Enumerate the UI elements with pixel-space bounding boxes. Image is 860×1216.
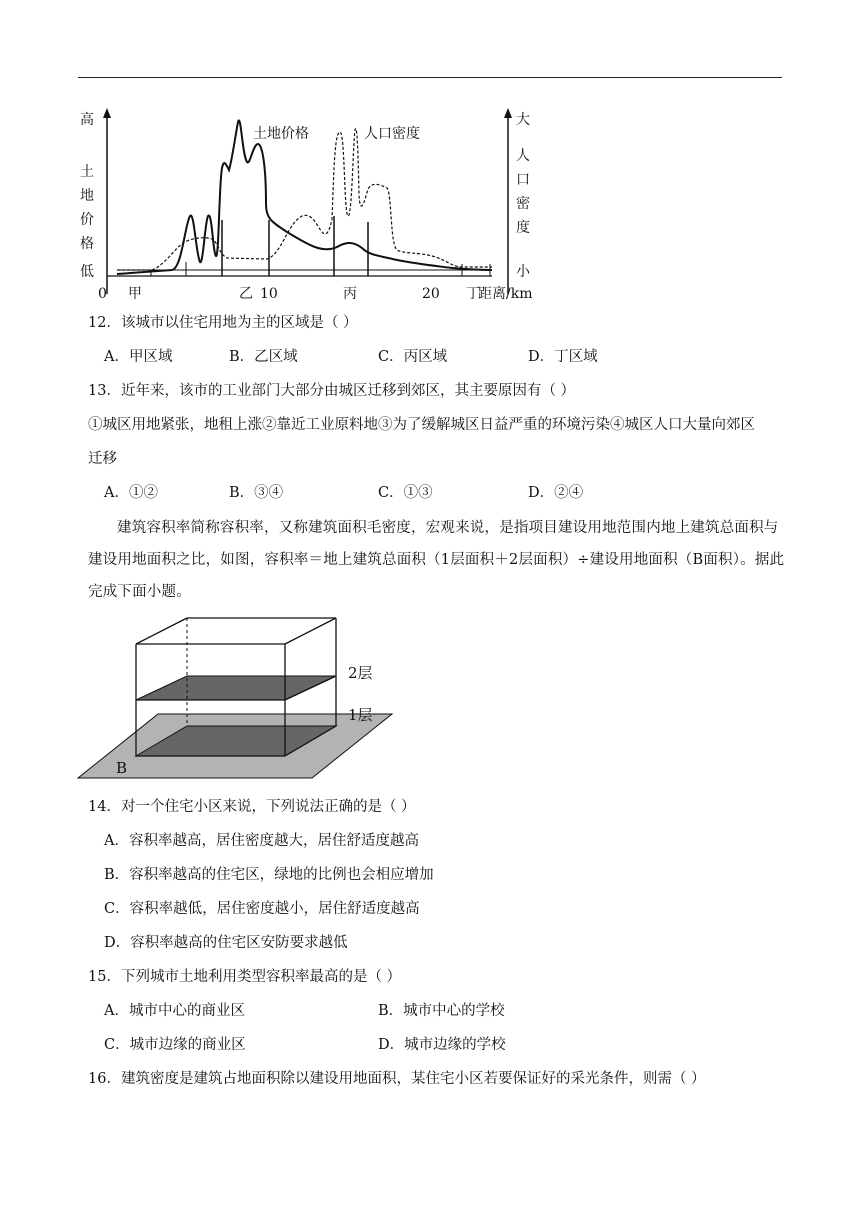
right-axis-title-3: 密	[516, 196, 530, 212]
q12-option-c: C．丙区域	[378, 349, 448, 365]
q13-option-c: C．①③	[378, 485, 433, 501]
right-axis-title-1: 人	[516, 148, 530, 164]
left-axis-title-2: 地	[80, 188, 94, 204]
q15-option-b: B．城市中心的学校	[378, 1003, 505, 1019]
q13-statements-line1: ①城区用地紧张，地租上涨②靠近工业原料地③为了缓解城区日益严重的环境污染④城区人口大量向郊区	[88, 417, 755, 433]
x-tick-10: 10	[260, 286, 278, 302]
right-axis-title-4: 度	[516, 220, 530, 236]
land-price-line	[117, 120, 492, 274]
q14-stem: 14．对一个住宅小区来说，下列说法正确的是（ ）	[88, 799, 416, 815]
q14-option-a: A．容积率越高，居住密度越大，居住舒适度越高	[104, 833, 419, 849]
right-axis-bottom-label: 小	[516, 264, 530, 280]
left-axis-title-1: 土	[80, 164, 94, 180]
q13-statements-line2: 迁移	[88, 451, 117, 467]
label-floor-1: 1层	[348, 706, 373, 724]
left-axis-bottom-label: 低	[80, 264, 94, 280]
left-axis-title-4: 格	[80, 236, 94, 252]
right-axis-top-label: 大	[516, 112, 530, 128]
population-density-line	[117, 129, 492, 270]
q16-stem: 16．建筑密度是建筑占地面积除以建设用地面积，某住宅小区若要保证好的采光条件，则需（ ）	[88, 1071, 706, 1087]
q15-option-d: D．城市边缘的学校	[378, 1037, 506, 1053]
floor-area-ratio-intro: 建筑容积率简称容积率，又称建筑面积毛密度，宏观来说，是指项目建设用地范围内地上建筑总面积与建设用地面积之比，如图，容积率＝地上建筑总面积（1层面积＋2层面积）÷建设用地面积（B面积）。据此完成下面小题。	[88, 520, 785, 600]
q15-option-c: C．城市边缘的商业区	[104, 1037, 246, 1053]
q14-option-b: B．容积率越高的住宅区，绿地的比例也会相应增加	[104, 867, 434, 883]
q13-option-a: A．①②	[104, 485, 158, 501]
series-label-population-density: 人口密度	[364, 126, 420, 142]
floor-2-area	[136, 676, 336, 700]
q14-option-c: C．容积率越低，居住密度越小，居住舒适度越高	[104, 901, 420, 917]
right-axis-arrow	[504, 108, 512, 118]
q13-option-b: B．③④	[229, 485, 284, 501]
x-tick-0: 0	[98, 286, 107, 302]
q12-option-d: D．丁区域	[528, 349, 598, 365]
q12-option-a: A．甲区域	[104, 349, 173, 365]
q12-option-b: B．乙区域	[229, 349, 298, 365]
zone-jia: 甲	[128, 286, 142, 302]
right-axis-title-2: 口	[516, 172, 530, 188]
q13-stem: 13．近年来，该市的工业部门大部分由城区迁移到郊区，其主要原因有（ ）	[88, 383, 576, 399]
label-floor-2: 2层	[348, 664, 373, 682]
q15-option-a: A．城市中心的商业区	[104, 1003, 245, 1019]
zone-ding: 丁	[466, 286, 480, 302]
x-axis-label: 距离/km	[478, 286, 533, 302]
left-axis-top-label: 高	[80, 112, 94, 128]
x-tick-20: 20	[422, 286, 440, 302]
q13-option-d: D．②④	[528, 485, 584, 501]
left-axis-arrow	[103, 108, 111, 118]
land-price-chart	[72, 104, 562, 304]
q12-stem: 12．该城市以住宅用地为主的区域是（ ）	[88, 315, 358, 331]
q15-stem: 15．下列城市土地利用类型容积率最高的是（ ）	[88, 969, 402, 985]
zone-bing: 丙	[343, 286, 357, 302]
label-base-b: B	[116, 759, 128, 777]
series-label-land-price: 土地价格	[253, 126, 309, 142]
left-axis-title-3: 价	[80, 212, 94, 228]
floor-area-ratio-figure	[72, 612, 402, 782]
header-rule	[78, 77, 782, 78]
zone-yi: 乙	[239, 286, 253, 302]
q14-option-d: D．容积率越高的住宅区安防要求越低	[104, 935, 348, 951]
